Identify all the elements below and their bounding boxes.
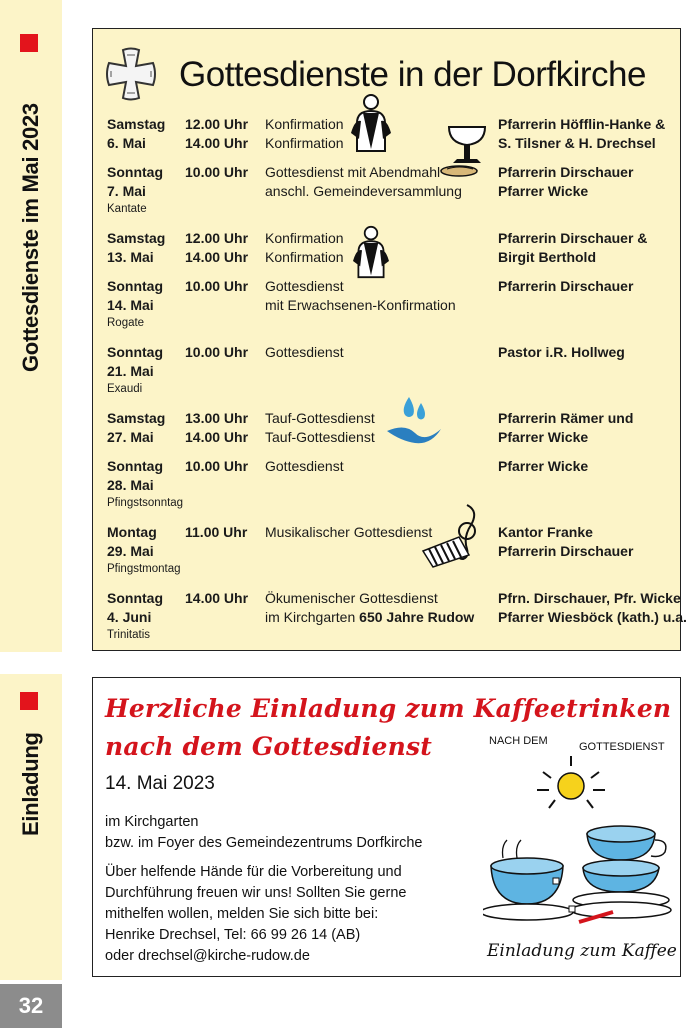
music-note-icon <box>419 501 493 569</box>
invitation-title-line1: Herzliche Einladung zum Kaffeetrinken <box>105 694 672 723</box>
service-day: Sonntag <box>107 458 163 474</box>
location-line: bzw. im Foyer des Gemeindezentrums Dorfkirche <box>105 835 423 851</box>
service-person-column <box>498 343 625 362</box>
sidebar-top <box>0 0 62 652</box>
service-person-column <box>498 589 687 627</box>
pastor-icon <box>349 225 393 279</box>
service-person-column <box>498 457 588 476</box>
art-caption-top-right: GOTTESDIENST <box>579 741 665 753</box>
service-time: 14.00 Uhr <box>185 590 249 606</box>
service-date: 4. Juni <box>107 609 152 625</box>
service-sunday-name: Rogate <box>107 317 145 329</box>
service-event: Gottesdienst mit Abendmahl <box>265 164 441 180</box>
service-event: Gottesdienst <box>265 344 344 360</box>
art-caption-top-left: NACH DEM <box>489 735 548 747</box>
service-event: Gottesdienst <box>265 278 344 294</box>
service-time-column <box>185 523 247 542</box>
service-date: 27. Mai <box>107 429 154 445</box>
service-event: anschl. Gemeindeversammlung <box>265 183 462 199</box>
service-day: Sonntag <box>107 278 163 294</box>
red-square-marker <box>20 34 38 52</box>
service-event-column <box>265 277 456 315</box>
page-title: Gottesdienste in der Dorfkirche <box>179 55 646 94</box>
service-time: 14.00 Uhr <box>185 429 249 445</box>
service-event: mit Erwachsenen-Konfirmation <box>265 297 456 313</box>
service-event-column <box>265 457 344 476</box>
service-sunday-name: Pfingstmontag <box>107 563 181 575</box>
service-date <box>107 409 165 447</box>
service-person: Pfarrer Wiesböck (kath.) u.a. <box>498 609 687 625</box>
service-time-column <box>185 115 248 153</box>
sidebar-mid <box>0 674 62 980</box>
service-date: 14. Mai <box>107 297 154 313</box>
invitation-body-line: Durchführung freuen wir uns! Sollten Sie gerne <box>105 885 407 901</box>
service-time-column <box>185 457 248 476</box>
service-person-column <box>498 229 647 267</box>
service-date <box>107 115 165 153</box>
service-person-column <box>498 115 665 153</box>
service-time: 14.00 Uhr <box>185 249 249 265</box>
service-day: Sonntag <box>107 344 163 360</box>
service-event: Konfirmation <box>265 249 344 265</box>
services-box <box>92 28 687 651</box>
service-event: Gottesdienst <box>265 458 344 474</box>
red-square-marker <box>20 692 38 710</box>
service-date <box>107 343 163 398</box>
service-time: 12.00 Uhr <box>185 230 249 246</box>
service-time: 11.00 Uhr <box>185 524 248 540</box>
service-event: Musikalischer Gottesdienst <box>265 524 433 540</box>
service-event-column <box>265 589 474 627</box>
service-person: Pfarrerin Dirschauer <box>498 543 634 559</box>
service-person: Pfarrer Wicke <box>498 183 589 199</box>
service-person: Pfarrerin Rämer und <box>498 410 634 426</box>
service-day: Samstag <box>107 230 166 246</box>
service-event: Tauf-Gottesdienst <box>265 410 375 426</box>
service-day: Montag <box>107 524 157 540</box>
service-time: 14.00 Uhr <box>185 135 249 151</box>
cross-icon <box>103 47 159 101</box>
service-person: Pfarrerin Dirschauer <box>498 164 634 180</box>
service-day: Samstag <box>107 116 166 132</box>
service-event-column <box>265 343 344 362</box>
service-date <box>107 277 163 332</box>
service-event: Konfirmation <box>265 230 344 246</box>
service-person: Birgit Berthold <box>498 249 596 265</box>
service-time: 10.00 Uhr <box>185 164 249 180</box>
page-number: 32 <box>0 984 62 1028</box>
service-event-column <box>265 409 375 447</box>
service-date: 13. Mai <box>107 249 154 265</box>
service-date <box>107 589 163 644</box>
service-time-column <box>185 163 248 182</box>
service-person: Pfarrerin Höfflin-Hanke & <box>498 116 666 132</box>
coffee-invitation-drawing <box>483 728 679 968</box>
service-time: 10.00 Uhr <box>185 278 249 294</box>
service-date <box>107 457 183 512</box>
service-sunday-name: Pfingstsonntag <box>107 497 184 509</box>
service-sunday-name: Kantate <box>107 203 147 215</box>
service-time: 10.00 Uhr <box>185 344 249 360</box>
invitation-title-line2: nach dem Gottesdienst <box>105 732 433 761</box>
service-person: Pfarrerin Dirschauer <box>498 278 634 294</box>
invitation-body-line: Über helfende Hände für die Vorbereitung und <box>105 864 402 880</box>
service-event-column <box>265 115 344 153</box>
location-line: im Kirchgarten <box>105 814 199 830</box>
service-event: Konfirmation <box>265 116 344 132</box>
service-date: 21. Mai <box>107 363 154 379</box>
service-day: Sonntag <box>107 164 163 180</box>
sidebar-mid-label: Einladung <box>18 732 43 836</box>
service-date <box>107 229 165 267</box>
service-person: Pfarrer Wicke <box>498 458 589 474</box>
service-time: 12.00 Uhr <box>185 116 249 132</box>
service-date: 28. Mai <box>107 477 154 493</box>
service-person-column <box>498 163 633 201</box>
service-date: 7. Mai <box>107 183 146 199</box>
service-sunday-name: Exaudi <box>107 383 143 395</box>
service-event-column <box>265 229 344 267</box>
service-time: 13.00 Uhr <box>185 410 249 426</box>
chalice-icon <box>439 119 495 179</box>
pastor-icon <box>349 93 393 153</box>
service-day: Samstag <box>107 410 166 426</box>
service-event-highlight: 650 Jahre Rudow <box>359 609 475 625</box>
service-person: S. Tilsner & H. Drechsel <box>498 135 656 151</box>
service-event-column <box>265 163 462 201</box>
invitation-box <box>92 677 681 977</box>
service-event: Konfirmation <box>265 135 344 151</box>
service-person-column <box>498 523 633 561</box>
service-event <box>265 608 474 627</box>
service-event-column <box>265 523 432 542</box>
service-time-column <box>185 409 248 447</box>
water-drops-icon <box>385 393 443 445</box>
service-person: Pfarrerin Dirschauer & <box>498 230 648 246</box>
service-event: Ökumenischer Gottesdienst <box>265 590 438 606</box>
art-caption-bottom: Einladung zum Kaffee <box>487 941 677 961</box>
service-date: 6. Mai <box>107 135 146 151</box>
service-date: 29. Mai <box>107 543 154 559</box>
service-time-column <box>185 343 248 362</box>
service-date <box>107 523 181 578</box>
service-time-column <box>185 589 248 608</box>
sidebar-top-label: Gottesdienste im Mai 2023 <box>18 103 43 372</box>
service-time-column <box>185 277 248 296</box>
service-person: Kantor Franke <box>498 524 593 540</box>
invitation-body-line: mithelfen wollen, melden Sie sich bitte bei: <box>105 906 379 922</box>
service-person-column <box>498 277 633 296</box>
service-person: Pfrn. Dirschauer, Pfr. Wicke <box>498 590 681 606</box>
service-sunday-name: Trinitatis <box>107 629 151 641</box>
service-time-column <box>185 229 248 267</box>
service-day: Sonntag <box>107 590 163 606</box>
service-person: Pfarrer Wicke <box>498 429 589 445</box>
invitation-date: 14. Mai 2023 <box>105 773 215 794</box>
service-time: 10.00 Uhr <box>185 458 249 474</box>
service-date <box>107 163 163 218</box>
service-person-column <box>498 409 633 447</box>
service-person: Pastor i.R. Hollweg <box>498 344 625 360</box>
invitation-body-line: oder drechsel@kirche-rudow.de <box>105 948 310 964</box>
invitation-body-line: Henrike Drechsel, Tel: 66 99 26 14 (AB) <box>105 927 361 943</box>
service-event: Tauf-Gottesdienst <box>265 429 375 445</box>
service-event-text: im Kirchgarten <box>265 609 360 625</box>
